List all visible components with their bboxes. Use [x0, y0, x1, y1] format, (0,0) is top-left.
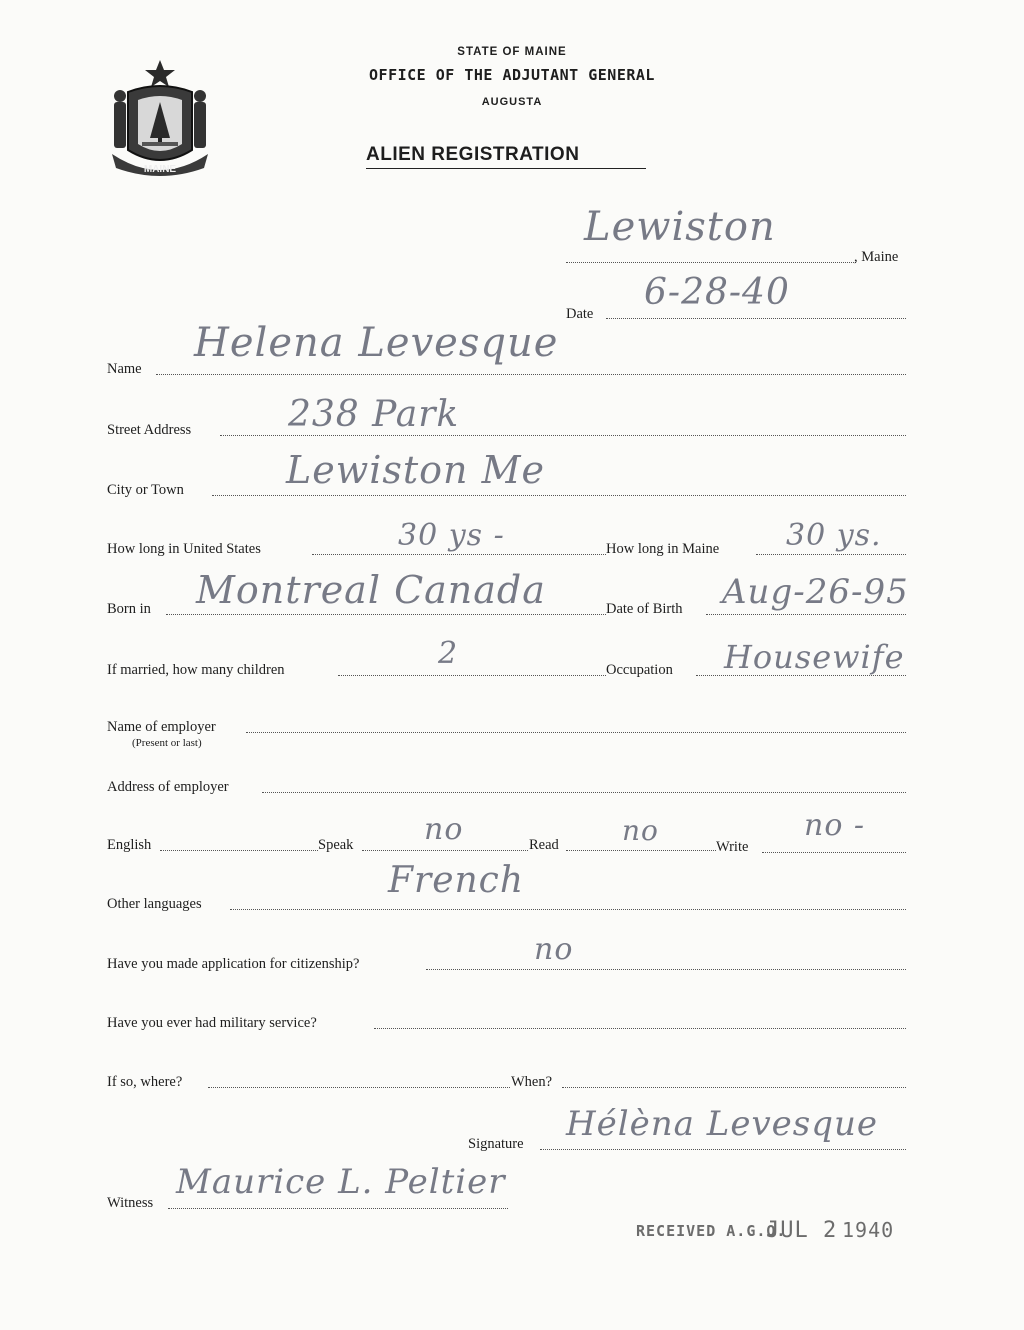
street-handwritten: 238 Park [288, 394, 460, 435]
received-stamp-text: RECEIVED A.G.O. [636, 1222, 787, 1240]
date-of-birth-label: Date of Birth [606, 601, 683, 617]
signature-handwritten: Hélèna Levesque [566, 1104, 879, 1144]
read-label: Read [529, 837, 559, 853]
maine-label: , Maine [854, 249, 899, 265]
how-long-us-line [312, 554, 606, 555]
employer-note: (Present or last) [132, 737, 202, 749]
speak-line [362, 850, 528, 851]
witness-label: Witness [107, 1195, 154, 1211]
if-so-where-line [208, 1087, 510, 1088]
city-town-label: City or Town [107, 482, 184, 498]
employer-address-label: Address of employer [107, 779, 229, 795]
read-line [566, 850, 716, 851]
citizenship-handwritten: no [534, 932, 574, 967]
years-maine-handwritten: 30 ys. [786, 518, 882, 553]
office-heading: OFFICE OF THE ADJUTANT GENERAL [369, 66, 655, 84]
city-town-line [212, 495, 906, 496]
name-line [156, 374, 906, 375]
dob-handwritten: Aug-26-95 [722, 572, 909, 612]
read-handwritten: no [622, 814, 659, 847]
employer-name-line [246, 732, 906, 733]
street-address-label: Street Address [107, 422, 192, 438]
town-handwritten: Lewiston [584, 204, 776, 250]
other-languages-label: Other languages [107, 896, 202, 912]
date-handwritten: 6-28-40 [644, 272, 790, 313]
employer-address-line [262, 792, 906, 793]
other-languages-handwritten: French [388, 860, 525, 901]
write-line [762, 852, 906, 853]
years-us-handwritten: 30 ys - [398, 518, 505, 553]
employer-name-label: Name of employer [107, 719, 216, 735]
children-handwritten: 2 [438, 636, 459, 671]
occupation-label: Occupation [606, 662, 673, 678]
when-label: When? [511, 1074, 553, 1090]
svg-text:MAINE: MAINE [143, 164, 177, 175]
english-label: English [107, 837, 152, 853]
name-handwritten: Helena Levesque [194, 320, 559, 366]
born-in-label: Born in [107, 601, 151, 617]
state-heading: STATE OF MAINE [457, 46, 567, 58]
speak-label: Speak [318, 837, 354, 853]
if-so-where-label: If so, where? [107, 1074, 183, 1090]
how-long-maine-label: How long in Maine [606, 541, 720, 557]
how-long-us-label: How long in United States [107, 541, 261, 557]
witness-handwritten: Maurice L. Peltier [176, 1162, 506, 1202]
signature-line [540, 1149, 906, 1150]
witness-line [168, 1208, 508, 1209]
write-label: Write [716, 839, 749, 855]
military-label: Have you ever had military service? [107, 1015, 317, 1031]
date-label: Date [566, 306, 594, 322]
city-handwritten: Lewiston Me [286, 448, 546, 492]
citizenship-line [426, 969, 906, 970]
received-stamp-year: 1940 [842, 1218, 895, 1242]
married-children-label: If married, how many children [107, 662, 285, 678]
name-label: Name [107, 361, 142, 377]
military-line [374, 1028, 906, 1029]
received-stamp-date: JUL 2 [766, 1218, 838, 1243]
english-line [160, 850, 318, 851]
date-of-birth-line [706, 614, 906, 615]
when-line [562, 1087, 906, 1088]
write-handwritten: no - [804, 808, 866, 843]
born-in-line [166, 614, 606, 615]
city-heading: AUGUSTA [481, 96, 543, 108]
occupation-handwritten: Housewife [724, 638, 905, 676]
signature-label: Signature [468, 1136, 524, 1152]
town-line [566, 262, 856, 263]
born-in-handwritten: Montreal Canada [196, 568, 546, 612]
citizenship-label: Have you made application for citizenship? [107, 956, 360, 972]
how-long-maine-line [756, 554, 906, 555]
other-languages-line [230, 909, 906, 910]
title-underline [366, 168, 646, 169]
street-address-line [220, 435, 906, 436]
married-children-line [338, 675, 606, 676]
form-title: ALIEN REGISTRATION [366, 144, 580, 165]
date-line [606, 318, 906, 319]
speak-handwritten: no [424, 812, 464, 847]
